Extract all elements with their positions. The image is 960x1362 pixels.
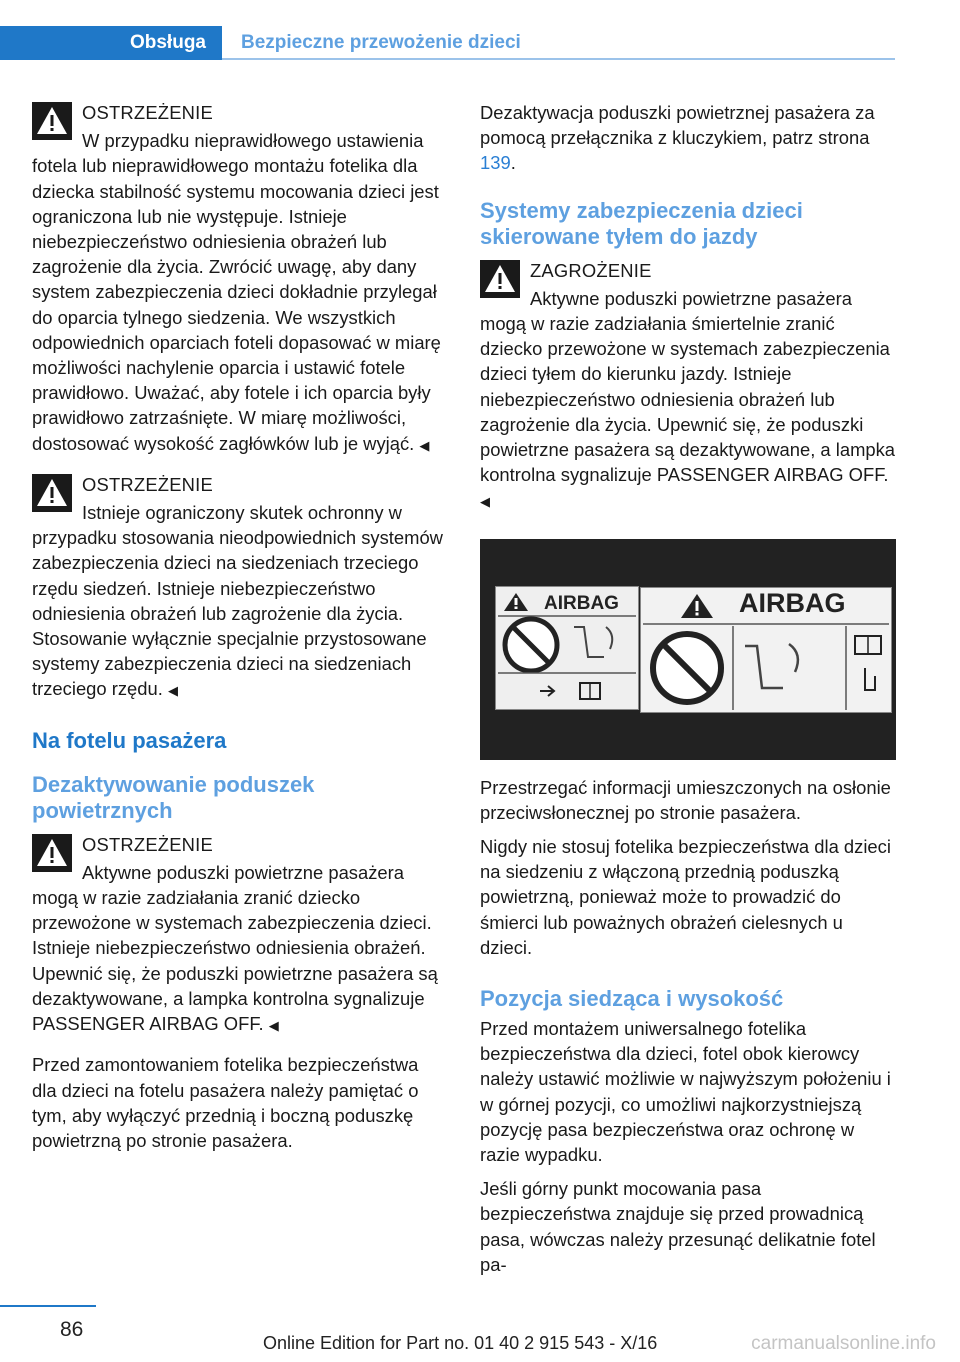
footer-rule — [0, 1305, 96, 1307]
end-mark-icon: ◀ — [167, 683, 178, 699]
warning-text: Istnieje ograniczony skutek ochronny w przypadku stosowania nieodpowiednich systemów zabezpieczenia dzieci na siedzeniach trzeciego rzędu siedzeń. Istnieje niebezpieczeństwo odniesienia obrażeń lub zagrożenie dla życia. Stosowanie wyłącznie specjalnie przystosowane systemy zabezpieczenia dzieci na siedzeniach trzeciego rzędu. — [32, 502, 443, 700]
warning-title: OSTRZEŻENIE — [82, 102, 213, 123]
right-column — [480, 100, 896, 1286]
warning-icon — [480, 260, 520, 298]
body-paragraph: Przed montażem uniwersalnego fotelika bezpieczeństwa dla dzieci, fotel obok kierowcy należy ustawić możliwie w najwyższym położeniu i w górnej pozycji, co umożliwi najkorzystniejszą pozycję pasa bezpieczeństwa oraz ochronę w razie wypadku. — [480, 1018, 891, 1166]
airbag-label-small — [495, 586, 639, 710]
subsection-heading: Dezaktywowanie poduszek powietrznych — [32, 771, 315, 823]
warning-title: OSTRZEŻENIE — [82, 473, 213, 495]
page-link[interactable]: 139 — [480, 152, 511, 174]
warning-icon — [32, 474, 72, 512]
page-header — [0, 26, 895, 60]
body-paragraph: Jeśli górny punkt mocowania pasa bezpieczeństwa znajduje się przed prowadnicą pasa, wówczas należy przesunąć delikatnie fotel pa- — [480, 1178, 876, 1275]
end-mark-icon: ◀ — [419, 437, 430, 453]
body-paragraph: Przestrzegać informacji umieszczonych na osłonie przeciwsłonecznej po stronie pasażera. — [480, 776, 891, 823]
warning-text: Aktywne poduszki powietrzne pasażera mogą w razie zadziałania zranić dziecko przewożone w systemach zabezpieczenia dzieci. Istnieje niebezpieczeństwo odniesienia obrażeń. Upewnić się, że poduszki powietrzne pasażera są dezaktywowane, a lampka kontrolna sygnalizuje PASSENGER AIRBAG OFF. — [32, 861, 438, 1035]
subsection-heading: Pozycja siedząca i wysokość — [480, 986, 784, 1012]
paragraph-text: Dezaktywacja poduszki powietrznej pasażera za pomocą przełącznika z kluczykiem, patrz strona — [480, 102, 875, 149]
warning-block — [32, 100, 448, 458]
airbag-label-text: AIRBAG — [739, 587, 846, 618]
airbag-label-photo — [480, 539, 896, 760]
header-rule — [222, 58, 895, 60]
airbag-label-text: AIRBAG — [544, 592, 619, 614]
end-mark-icon: ◀ — [480, 494, 490, 510]
subsection-heading: Systemy zabezpieczenia dzieci skierowane tyłem do jazdy — [480, 197, 803, 249]
section-tab[interactable]: Obsługa — [0, 26, 222, 60]
warning-text: W przypadku nieprawidłowego ustawienia fotela lub nieprawidłowego montażu fotelika dla dziecka stabilność systemu mocowania dzieci jest ograniczona lub nie występuje. Istnieje niebezpieczeństwo odniesienia obrażeń lub zagrożenie dla życia. Zwrócić uwagę, aby dany system zabezpieczenia dzieci dokładnie przylegał do oparcia tylnego siedzenia. We wszystkich odpowiednich oparciach foteli dopasować w miarę możliwości nachylenie oparcia i ustawić fotele prawidłowo. Uważać, aby fotele i ich oparcia były prawidłowo zatrzaśnięte. W miarę możliwości, dostosować wysokość zagłówków lub je wyjąć. — [32, 130, 441, 454]
watermark: carmanualsonline.info — [751, 1333, 936, 1354]
page-number: 86 — [60, 1318, 84, 1341]
warning-block — [32, 472, 448, 704]
danger-block — [480, 258, 896, 515]
chapter-title[interactable]: Bezpieczne przewożenie dzieci — [241, 32, 521, 53]
body-paragraph: Nigdy nie stosuj fotelika bezpieczeństwa dla dzieci na siedzeniu z włączoną przednią poduszką powietrzną, ponieważ może to prowadzić do śmierci lub poważnych obrażeń cielesnych u dzieci. — [480, 836, 891, 958]
warning-block — [32, 832, 448, 1039]
body-paragraph: Przed zamontowaniem fotelika bezpieczeństwa dla dzieci na fotelu pasażera należy pamiętać o tym, aby wyłączyć przednią i boczną poduszkę powietrzną po stronie pasażera. — [32, 1054, 419, 1151]
section-heading: Na fotelu pasażera — [32, 727, 227, 753]
warning-title: OSTRZEŻENIE — [82, 833, 213, 855]
left-column — [32, 100, 448, 1162]
body-paragraph: Dezaktywacja poduszki powietrznej pasażera za pomocą przełącznika z kluczykiem, patrz strona 139. — [480, 102, 875, 174]
airbag-label-large — [640, 587, 892, 713]
danger-text: Aktywne poduszki powietrzne pasażera mogą w razie zadziałania śmiertelnie zranić dziecko przewożone w systemach zabezpieczenia dzieci tyłem do kierunku jazdy. Istnieje niebezpieczeństwo odniesienia obrażeń lub zagrożenie dla życia. Upewnić się, że poduszki powietrzne pasażera są dezaktywowane, a lampka kontrolna sygnalizuje PASSENGER AIRBAG OFF. — [480, 287, 896, 486]
warning-icon — [32, 102, 72, 140]
danger-title: ZAGROŻENIE — [530, 259, 652, 281]
end-mark-icon: ◀ — [268, 1018, 279, 1034]
warning-icon — [32, 834, 72, 872]
edition-text: Online Edition for Part no. 01 40 2 915 543 - X/16 — [263, 1333, 658, 1353]
